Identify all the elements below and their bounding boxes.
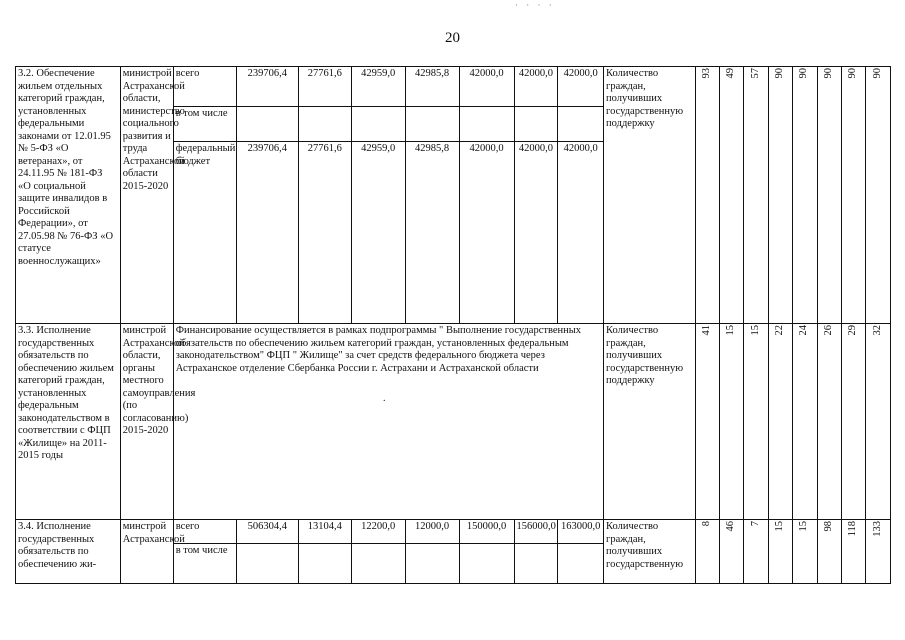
indicator-value-text: 15 (725, 325, 737, 336)
financing-note: Финансирование осуществляется в рамках подпрограммы " Выполнение государственных обязательств по обеспечению жильем категорий граждан, установленных федеральным законодательством" ФЦП " Жилище" за счет средств федерального бюджета через Астраханское отделение Сбербанка России г. Астрахани и Астраханской области (173, 324, 603, 520)
indicator-value-text: 98 (822, 521, 834, 532)
indicator-value (695, 324, 719, 520)
indicator-value-text: 118 (847, 521, 859, 537)
indicator-value-text: 32 (871, 325, 883, 336)
amount-cell: 42000,0 (459, 67, 514, 107)
indicator-value (842, 324, 866, 520)
indicator-value-text: 90 (847, 68, 859, 79)
indicator-value (720, 520, 744, 584)
source-label: в том числе (173, 544, 236, 584)
indicator-value (720, 324, 744, 520)
amount-cell: 42959,0 (351, 67, 405, 107)
amount-cell: 27761,6 (298, 67, 351, 107)
source-label: всего (173, 520, 236, 544)
amount-cell: 42985,8 (405, 67, 459, 107)
executor-cell: министрой Астраханской области, министерство социального развития и труда Астраханской области 2015-2020 (120, 67, 173, 324)
indicator-value-text: 29 (847, 325, 859, 336)
indicator-value (817, 67, 841, 324)
page-number: 20 (445, 30, 460, 46)
indicator-value (768, 324, 792, 520)
indicator-value-text: 57 (749, 68, 761, 79)
amount-cell: 156000,0 (514, 520, 558, 544)
amount-cell: 42000,0 (514, 142, 558, 324)
indicator-value (695, 67, 719, 324)
indicator-value (866, 324, 891, 520)
amount-cell: 163000,0 (558, 520, 604, 544)
executor-cell: минстрой Астраханской (120, 520, 173, 584)
indicator-value-text: 46 (725, 521, 737, 532)
indicator-cell: Количество граждан, получивших государственную поддержку (604, 67, 696, 324)
indicator-value-text: 15 (798, 521, 810, 532)
amount-cell: 42959,0 (351, 142, 405, 324)
indicator-value-text: 90 (774, 68, 786, 79)
indicator-value (842, 520, 866, 584)
indicator-value-text: 90 (822, 68, 834, 79)
program-table (15, 66, 891, 584)
indicator-value (793, 67, 817, 324)
indicator-value (744, 324, 768, 520)
indicator-value (720, 67, 744, 324)
amount-cell: 12000,0 (405, 520, 459, 544)
amount-cell: 12200,0 (351, 520, 405, 544)
indicator-value-text: 41 (700, 325, 712, 336)
indicator-value-text: 90 (798, 68, 810, 79)
table-row (16, 324, 891, 520)
indicator-value (817, 520, 841, 584)
executor-cell: минстрой Астраханской области, органы местного самоуправления (по согласованию) 2015-2020 (120, 324, 173, 520)
indicator-value (793, 520, 817, 584)
indicator-value (793, 324, 817, 520)
top-edge-marks: · · · · (515, 0, 555, 10)
amount-cell: 42985,8 (405, 142, 459, 324)
amount-cell: 42000,0 (459, 142, 514, 324)
amount-cell: 506304,4 (236, 520, 298, 544)
indicator-value-text: 93 (700, 68, 712, 79)
indicator-value (744, 520, 768, 584)
indicator-value-text: 15 (749, 325, 761, 336)
indicator-value (768, 520, 792, 584)
indicator-value-text: 24 (798, 325, 810, 336)
indicator-value-text: 15 (774, 521, 786, 532)
indicator-value-text: 22 (774, 325, 786, 336)
indicator-value-text: 49 (725, 68, 737, 79)
indicator-value-text: 7 (749, 521, 761, 527)
stray-dot: . (383, 393, 386, 404)
measure-title: 3.2. Обеспечение жильем отдельных категорий граждан, установленных федеральными законами от 12.01.95 № 5-ФЗ «О ветеранах», от 24.11.95 № 181-ФЗ «О социальной защите инвалидов в Российской Федерации», от 27.05.98 № 76-ФЗ «О статусе военнослужащих» (16, 67, 121, 324)
indicator-value (842, 67, 866, 324)
indicator-value (695, 520, 719, 584)
amount-cell: 239706,4 (236, 142, 298, 324)
amount-cell: 150000,0 (459, 520, 514, 544)
indicator-value-text: 26 (822, 325, 834, 336)
indicator-value (768, 67, 792, 324)
indicator-value-text: 90 (871, 68, 883, 79)
indicator-value-text: 133 (871, 521, 883, 537)
indicator-value (744, 67, 768, 324)
table-row (16, 520, 891, 544)
amount-cell: 42000,0 (514, 67, 558, 107)
amount-cell: 239706,4 (236, 67, 298, 107)
amount-cell: 27761,6 (298, 142, 351, 324)
indicator-value (866, 520, 891, 584)
source-label: федеральный бюджет (173, 142, 236, 324)
table-row (16, 67, 891, 107)
indicator-value (817, 324, 841, 520)
indicator-cell: Количество граждан, получивших государственную поддержку (604, 324, 696, 520)
source-label: всего (173, 67, 236, 107)
amount-cell: 42000,0 (558, 142, 604, 324)
indicator-value (866, 67, 891, 324)
amount-cell: 13104,4 (298, 520, 351, 544)
source-label: в том числе (173, 107, 236, 142)
indicator-value-text: 8 (700, 521, 712, 527)
measure-title: 3.4. Исполнение государственных обязательств по обеспечению жи- (16, 520, 121, 584)
measure-title: 3.3. Исполнение государственных обязательств по обеспечению жильем категорий граждан, установленных федеральным законодательством в соответствии с ФЦП «Жилище» на 2011-2015 годы (16, 324, 121, 520)
amount-cell: 42000,0 (558, 67, 604, 107)
indicator-cell: Количество граждан, получивших государственную (604, 520, 696, 584)
